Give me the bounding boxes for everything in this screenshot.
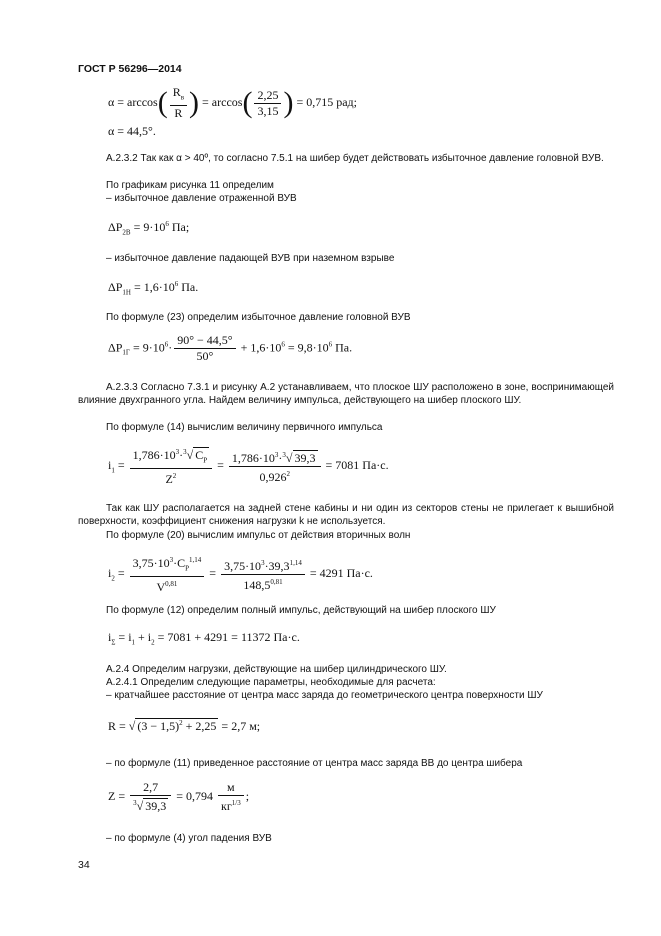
formula-p1g: $\Delta P_{1Г} = 9\cdot 10^6\cdot$ $\frac{90^\circ - 44,5^\circ}{50^\circ}$ + $1,6\cdot 10^6 = 9,8\cdot 10^6$ Па. — [108, 333, 353, 363]
paragraph-reflected: – избыточное давление отраженной ВУВ — [106, 193, 297, 204]
paragraph-coefficient: Так как ШУ располагается на задней стене кабины и ни один из секторов стены не прилегает к вышибной поверхности, коэффициент снижения нагрузки k не используется. — [78, 503, 614, 527]
alpha-lhs: α = arccos — [108, 94, 158, 109]
paragraph-a233: А.2.3.3 Согласно 7.3.1 и рисунку А.2 устанавливаем, что плоское ШУ расположено в зоне, воспринимающей влияние двухгранного угла. Найдем величину импульса, действующего на шибер плоского ШУ. — [78, 382, 614, 406]
paragraph-formula20: По формуле (20) вычислим импульс от действия вторичных волн — [106, 530, 411, 541]
paragraph-a24: А.2.4 Определим нагрузки, действующие на шибер цилиндрического ШУ. — [106, 664, 447, 675]
formula-isum: $i_\Sigma = i_1 + i_2 = 7081 + 4291 = 11372$ Па·с. — [108, 630, 300, 647]
paragraph-a232: А.2.3.2 Так как α > 40º, то согласно 7.5.1 на шибер будет действовать избыточное давление головной ВУВ. — [106, 153, 604, 164]
formula-p2v: $\Delta P_{2В} = 9\cdot 10^6$ Па; — [108, 220, 190, 237]
formula-i1: $i_1$ = $\frac{1,786\cdot 10^3\cdot^3√ C_P}{Z^2}$ = $\frac{1,786\cdot 10^3\cdot^3√ 39,3}{0,926^2}$ = 7081 Па·с. — [108, 445, 389, 487]
formula-z: Z = $\frac{2,7}{^3√ 39,3}$ = 0,794 $\frac{м}{кг^{1/3}}$ ; — [108, 780, 250, 813]
formula-alpha-degrees: α = 44,5°. — [108, 124, 156, 138]
document-header: ГОСТ Р 56296—2014 — [78, 63, 182, 75]
paragraph-formula11: – по формуле (11) приведенное расстояние от центра масс заряда ВВ до центра шибера — [106, 758, 523, 769]
paragraph-formula4: – по формуле (4) угол падения ВУВ — [106, 833, 272, 844]
paragraph-shortest-distance: – кратчайшее расстояние от центра масс заряда до геометрического центра поверхности ШУ — [106, 690, 543, 701]
paragraph-incident: – избыточное давление падающей ВУВ при наземном взрыве — [106, 253, 395, 264]
formula-i2: $i_2$ = $\frac{3,75\cdot 10^3\cdot C_P^{1,14}}{V^{0,81}}$ = $\frac{3,75\cdot 10^3\cdot 39,3^{1,14}}{148,5^{0,81}}$ = 4291 Па·с. — [108, 553, 373, 595]
formula-p1n: $\Delta P_{1Н} = 1,6\cdot 10^6$ Па. — [108, 280, 199, 297]
paragraph-formula12: По формуле (12) определим полный импульс, действующий на шибер плоского ШУ — [106, 605, 496, 616]
alpha-fraction-2: $\frac{2,25}{3,15}$ — [254, 88, 281, 119]
alpha-fraction-1: $\frac{R_в}{R}$ — [170, 85, 187, 121]
formula-r: R = √ $(3 - 1,5)^2 + 2,25 = 2,7$ м; — [108, 719, 261, 733]
alpha-result: = 0,715 рад; — [296, 94, 357, 109]
paragraph-a241: А.2.4.1 Определим следующие параметры, необходимые для расчета: — [106, 677, 436, 688]
paragraph-formula23: По формуле (23) определим избыточное давление головной ВУВ — [106, 312, 411, 323]
paragraph-graphs: По графикам рисунка 11 определим — [106, 180, 274, 191]
formula-alpha: α = arccos( $\frac{R_в}{R}$ ) = arccos( $\frac{2,25}{3,15}$ ) = 0,715 рад; — [108, 85, 357, 121]
page-number: 34 — [78, 859, 90, 871]
alpha-mid: = arccos — [202, 94, 243, 109]
paragraph-formula14: По формуле (14) вычислим величину первичного импульса — [106, 422, 383, 433]
